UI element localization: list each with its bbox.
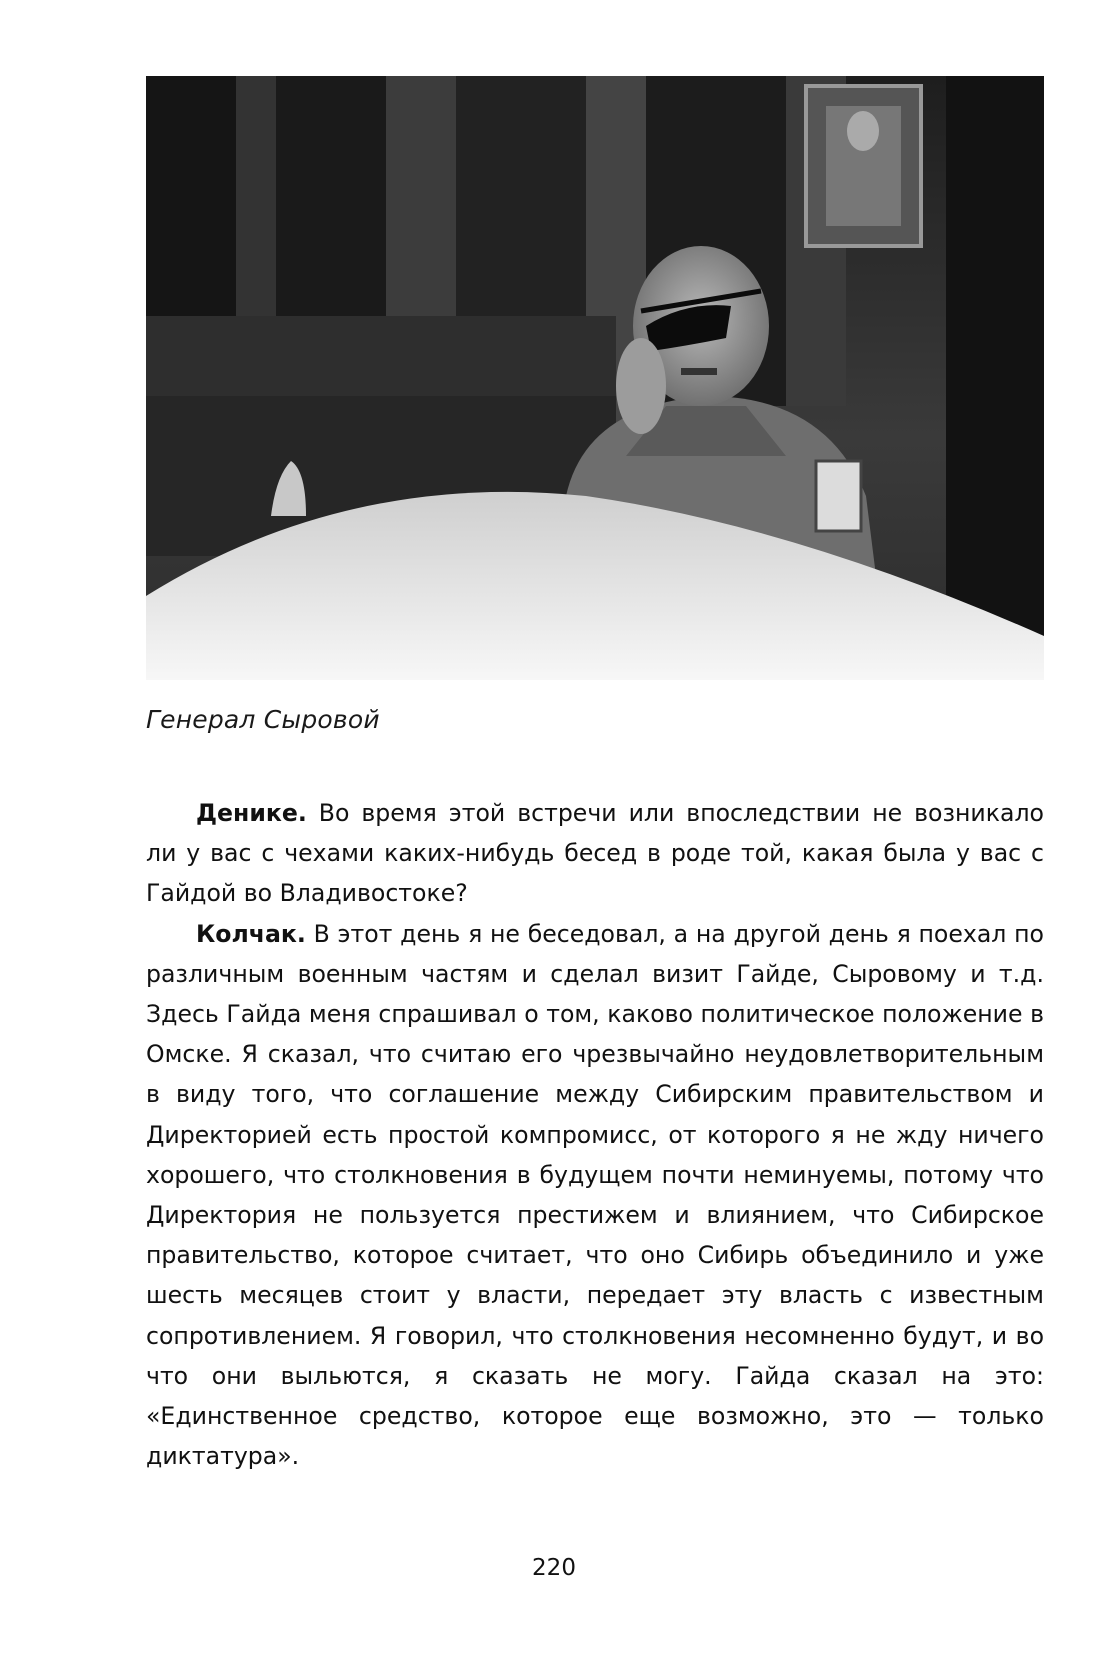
body-text <box>146 793 1044 1476</box>
paragraph-kolchak <box>146 914 1044 1477</box>
speaker-name: Колчак. <box>196 919 306 948</box>
page-number: 220 <box>532 1555 576 1581</box>
paragraph-text: Во время этой встречи или впоследствии не возникало ли у вас с чехами каких-нибудь бесед в роде той, какая была у вас с Гайдой во Владивостоке? <box>146 799 1044 908</box>
paragraph-text: В этот день я не беседовал, а на другой день я поехал по различным военным частям и сделал визит Гайде, Сыровому и т.д. Здесь Гайда меня спрашивал о том, каково политическое положение в Омске. Я сказал, что считаю его чрезвычайно неудовлетворительным в виду того, что соглашение между Сибирским правительством и Директорией есть простой компромисс, от которого я не жду ничего хорошего, что столкновения в будущем почти неминуемы, потому что Директория не пользуется престижем и влиянием, что Сибирское правительство, которое считает, что оно Сибирь объединило и уже шесть месяцев стоит у власти, передает эту власть с известным сопротивлением. Я говорил, что столкновения несомненно будут, и во что они выльются, я сказать не могу. Гайда сказал на это: «Единственное средство, которое еще возможно, это — только диктатура». <box>146 919 1044 1471</box>
paragraph-denike <box>146 793 1044 914</box>
photo-caption: Генерал Сыровой <box>146 705 380 734</box>
historical-photograph <box>146 76 1044 680</box>
photo-illustration <box>146 76 1044 680</box>
speaker-name: Денике. <box>196 799 307 827</box>
